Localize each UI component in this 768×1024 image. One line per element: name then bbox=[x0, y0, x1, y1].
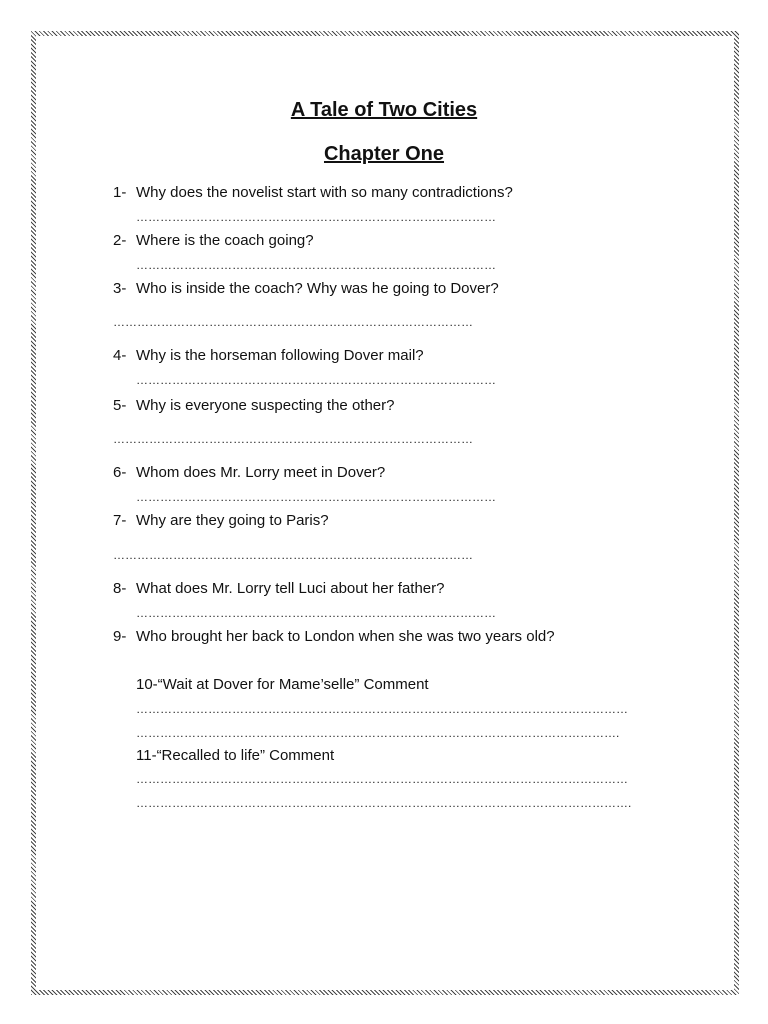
question-text: Why is everyone suspecting the other? bbox=[136, 397, 395, 414]
question-3 bbox=[113, 279, 499, 299]
question-7 bbox=[113, 511, 329, 531]
comment-line-11b[interactable]: ……………………………………………………………………………………………………………. bbox=[136, 796, 632, 810]
question-number: 6- bbox=[113, 464, 127, 481]
question-number: 2- bbox=[113, 232, 127, 249]
question-text: Why is the horseman following Dover mail? bbox=[136, 347, 424, 364]
answer-line-5[interactable]: ……………………………………………………………………………… bbox=[113, 432, 473, 446]
question-number: 3- bbox=[113, 280, 127, 297]
answer-line-3[interactable]: ……………………………………………………………………………… bbox=[113, 315, 473, 329]
comment-line-10b[interactable]: …………………………………………………………………………………………………………. bbox=[136, 726, 620, 740]
question-text: What does Mr. Lorry tell Luci about her father? bbox=[136, 580, 445, 597]
question-number: 7- bbox=[113, 512, 127, 529]
comment-prompt-10: 10-“Wait at Dover for Mame’selle” Comment bbox=[136, 676, 429, 693]
question-6 bbox=[113, 463, 385, 483]
question-2 bbox=[113, 231, 314, 251]
comment-line-11a[interactable]: …………………………………………………………………………………………………………… bbox=[136, 772, 628, 786]
answer-line-4[interactable]: ……………………………………………………………………………… bbox=[136, 373, 496, 387]
question-text: Why does the novelist start with so many contradictions? bbox=[136, 184, 513, 201]
answer-line-8[interactable]: ……………………………………………………………………………… bbox=[136, 606, 496, 620]
comment-line-10a[interactable]: …………………………………………………………………………………………………………… bbox=[136, 702, 628, 716]
question-text: Whom does Mr. Lorry meet in Dover? bbox=[136, 464, 386, 481]
question-text: Who is inside the coach? Why was he going to Dover? bbox=[136, 280, 499, 297]
question-number: 8- bbox=[113, 580, 127, 597]
document-subtitle: Chapter One bbox=[323, 143, 445, 165]
question-9 bbox=[113, 627, 555, 647]
question-text: Where is the coach going? bbox=[136, 232, 314, 249]
question-4 bbox=[113, 346, 424, 366]
answer-line-6[interactable]: ……………………………………………………………………………… bbox=[136, 490, 496, 504]
question-number: 5- bbox=[113, 397, 127, 414]
answer-line-1[interactable]: ……………………………………………………………………………… bbox=[136, 210, 496, 224]
question-number: 1- bbox=[113, 184, 127, 201]
question-text: Who brought her back to London when she was two years old? bbox=[136, 628, 555, 645]
question-1 bbox=[113, 183, 513, 203]
answer-line-2[interactable]: ……………………………………………………………………………… bbox=[136, 258, 496, 272]
document-title: A Tale of Two Cities bbox=[290, 99, 478, 121]
question-text: Why are they going to Paris? bbox=[136, 512, 329, 529]
question-8 bbox=[113, 579, 445, 599]
question-number: 4- bbox=[113, 347, 127, 364]
question-5 bbox=[113, 396, 394, 416]
answer-line-7[interactable]: ……………………………………………………………………………… bbox=[113, 548, 473, 562]
question-number: 9- bbox=[113, 628, 127, 645]
comment-prompt-11: 11-“Recalled to life” Comment bbox=[136, 747, 335, 764]
